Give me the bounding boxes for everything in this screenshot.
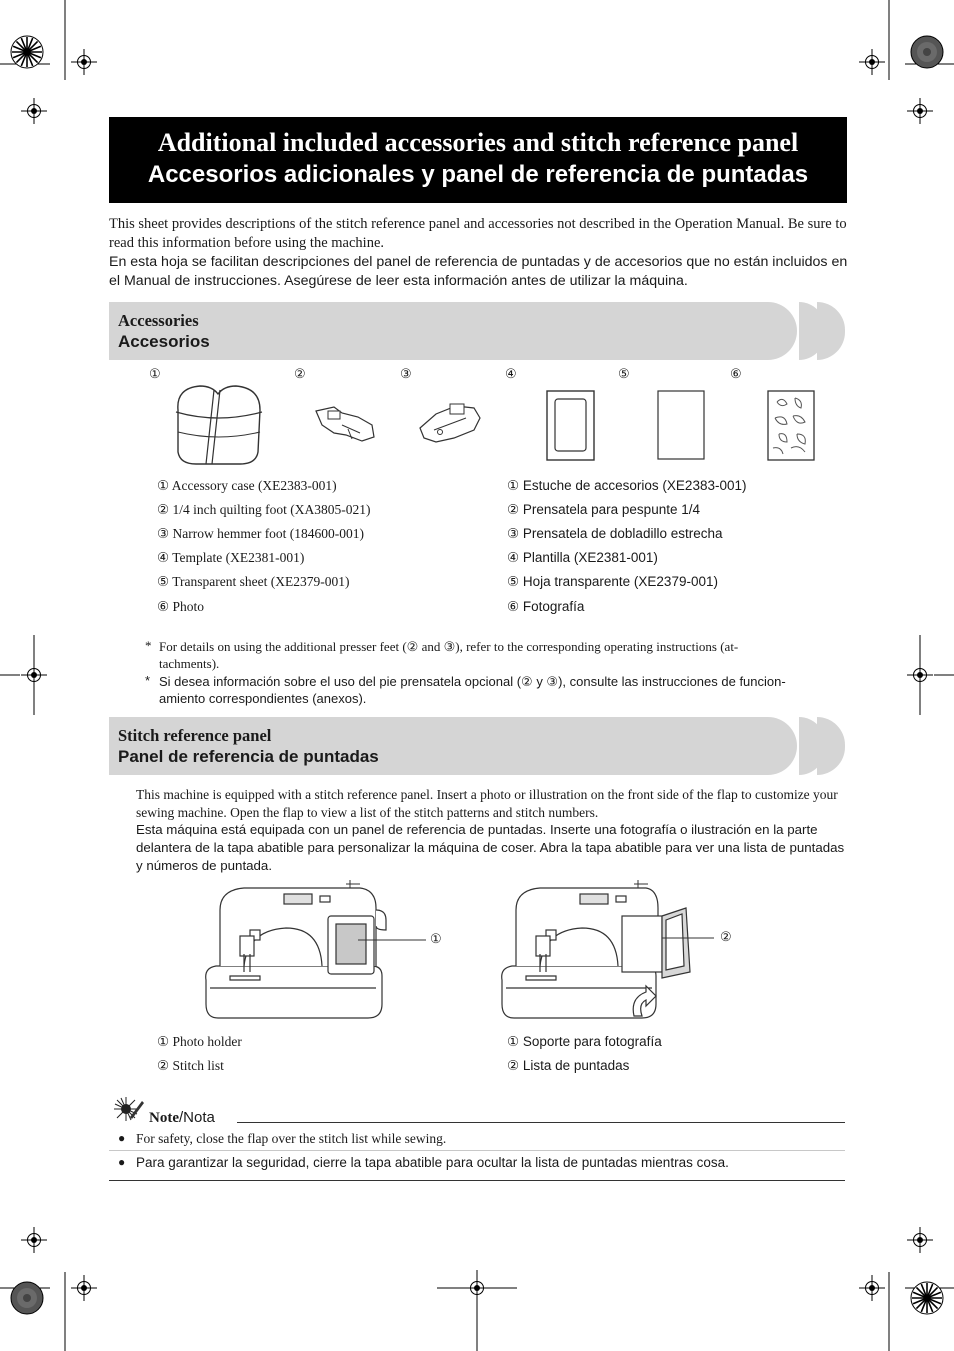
- callout-photo-holder: ①: [430, 931, 442, 946]
- bullet-icon: ●: [118, 1131, 126, 1145]
- color-target-icon: [911, 1282, 943, 1314]
- registration-mark-icon: [21, 1227, 47, 1253]
- callout-stitch-list: ②: [720, 929, 732, 944]
- panel-label-es: ① Soporte para fotografía: [507, 1034, 662, 1049]
- panel-label-en: ① Photo holder: [157, 1034, 242, 1049]
- photo-illustration: [767, 390, 817, 462]
- intro-spanish: En esta hoja se facilitan descripciones del panel de referencia de puntadas y de accesorios que no están incluidos en el Manual de instrucciones. Asegúrese de leer esta información antes de utilizar la máquina.: [109, 254, 848, 289]
- note-divider: [109, 1150, 845, 1151]
- accessory-item-es: ⑥ Fotografía: [507, 599, 585, 614]
- color-target-icon: [11, 1282, 43, 1314]
- footnote-marker: *: [145, 638, 152, 653]
- footnote-es: [159, 673, 849, 707]
- accessory-item-es: ① Estuche de accesorios (XE2383-001): [507, 478, 747, 493]
- footnote-en-line: For details on using the additional presser feet (② and ③), refer to the corresponding operating instructions (at-: [159, 639, 739, 654]
- accessory-number: ③: [400, 366, 412, 381]
- accessory-number: ②: [294, 366, 306, 381]
- accessory-item-es: ② Prensatela para pespunte 1/4: [507, 502, 700, 517]
- intro-english: This sheet provides descriptions of the stitch reference panel and accessories not described in the Operation Manual. Be sure to read this information before using the machine.: [109, 216, 847, 251]
- hemmer-foot-illustration: [416, 400, 486, 446]
- footnote-en: [159, 638, 849, 672]
- accessories-heading-bar: [109, 302, 845, 360]
- note-label-en: Note: [149, 1110, 179, 1126]
- accessory-item-es: ④ Plantilla (XE2381-001): [507, 550, 658, 565]
- registration-mark-icon: [71, 49, 97, 75]
- accessory-item-en: ③ Narrow hemmer foot (184600-001): [157, 526, 365, 541]
- footnote-marker: *: [145, 673, 151, 688]
- machine-open-illustration: [496, 880, 726, 1022]
- title-english: Additional included accessories and stitch reference panel: [157, 128, 799, 157]
- accessory-item-es: ⑤ Hoja transparente (XE2379-001): [507, 574, 718, 589]
- transparent-sheet-illustration: [657, 390, 707, 462]
- accessory-number: ⑤: [618, 366, 630, 381]
- accessory-item-es: ③ Prensatela de dobladillo estrecha: [507, 526, 723, 541]
- accessory-item-en: ④ Template (XE2381-001): [157, 550, 305, 565]
- note-item: Para garantizar la seguridad, cierre la tapa abatible para ocultar la lista de puntadas mientras cosa.: [136, 1155, 729, 1170]
- accessory-item-en: ② 1/4 inch quilting foot (XA3805-021): [157, 502, 371, 517]
- registration-mark-icon: [859, 49, 885, 75]
- footnote-en-line: tachments).: [159, 656, 220, 671]
- accessories-heading-en: Accessories: [118, 311, 199, 330]
- accessory-case-illustration: [170, 380, 270, 470]
- stitch-panel-text-es: Esta máquina está equipada con un panel de referencia de puntadas. Inserte una fotografía o ilustración en la parte delantera de la tapa abatible para personalizar la máquina de coser. Abra la tapa abatible para ver una lista de puntadas y números de puntada.: [136, 822, 845, 873]
- note-label-es: Nota: [183, 1109, 215, 1126]
- footnote-es-line: Si desea información sobre el uso del pie prensatela opcional (② y ③), consulte las instrucciones de funcion-: [159, 674, 786, 689]
- panel-label-es: ② Lista de puntadas: [507, 1058, 630, 1073]
- note-item: For safety, close the flap over the stitch list while sewing.: [136, 1131, 447, 1146]
- title-spanish: Accesorios adicionales y panel de referencia de puntadas: [147, 161, 809, 188]
- accessory-item-en: ① Accessory case (XE2383-001): [157, 478, 337, 493]
- title-banner: [109, 117, 847, 203]
- accessory-number: ①: [149, 366, 161, 381]
- note-label: [149, 1109, 215, 1127]
- registration-mark-icon: [71, 1275, 97, 1301]
- note-star-icon: [112, 1095, 146, 1125]
- stitch-panel-text-en: This machine is equipped with a stitch reference panel. Insert a photo or illustration on the front side of the flap to customize your sewing machine. Open the flap to view a list of the stitch patterns and stitch numbers.: [136, 787, 838, 820]
- registration-mark-icon: [907, 1227, 933, 1253]
- panel-label-en: ② Stitch list: [157, 1058, 224, 1073]
- registration-mark-icon: [907, 98, 933, 124]
- registration-mark-icon: [21, 98, 47, 124]
- bullet-icon: ●: [118, 1155, 126, 1169]
- note-bottom-rule: [109, 1180, 845, 1181]
- stitch-panel-heading-es: Panel de referencia de puntadas: [118, 747, 379, 766]
- stitch-panel-heading-bar: [109, 717, 845, 775]
- template-illustration: [546, 390, 596, 462]
- accessory-number: ④: [505, 366, 517, 381]
- accessories-heading-es: Accesorios: [118, 332, 210, 351]
- note-top-rule: [237, 1122, 845, 1123]
- color-target-icon: [11, 36, 43, 68]
- quilting-foot-illustration: [312, 403, 380, 445]
- accessory-number: ⑥: [730, 366, 742, 381]
- machine-closed-illustration: [200, 880, 450, 1022]
- footnote-es-line: amiento correspondientes (anexos).: [159, 691, 367, 706]
- registration-mark-icon: [859, 1275, 885, 1301]
- accessory-item-en: ⑤ Transparent sheet (XE2379-001): [157, 574, 350, 589]
- color-target-icon: [911, 36, 943, 68]
- stitch-panel-heading-en: Stitch reference panel: [118, 726, 272, 745]
- note-label-separator: /: [179, 1109, 184, 1126]
- accessory-item-en: ⑥ Photo: [157, 599, 204, 614]
